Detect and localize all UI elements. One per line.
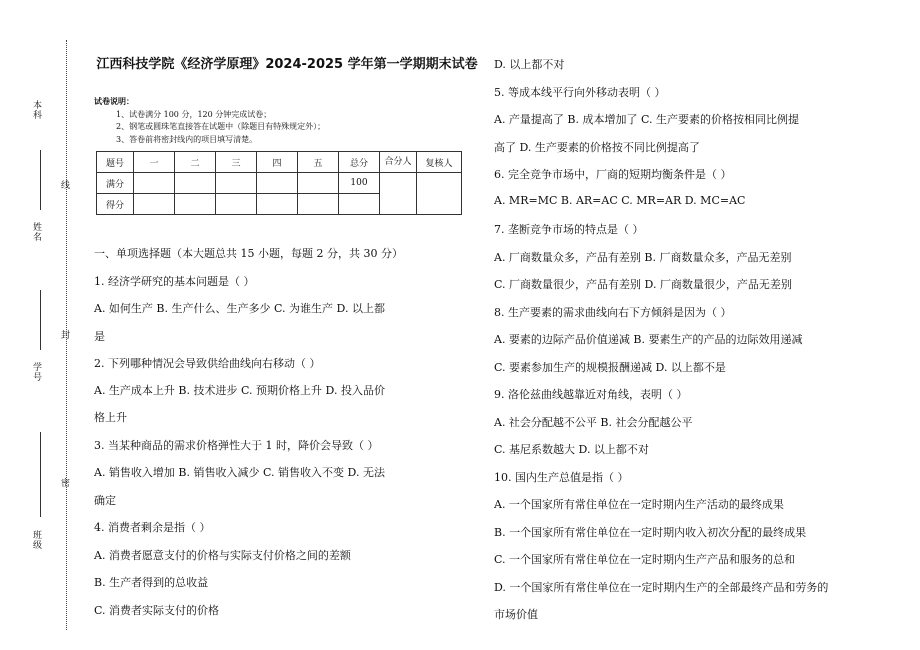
table-cell xyxy=(298,194,339,215)
question-line: 市场价值 xyxy=(494,608,538,621)
table-cell xyxy=(216,173,257,194)
table-cell: 合分人 xyxy=(380,152,417,173)
margin-label-feng: 封 xyxy=(59,330,69,340)
question-line: A. 厂商数量众多，产品有差别 B. 厂商数量众多，产品无差别 xyxy=(494,251,792,264)
question-line: A. 生产成本上升 B. 技术进步 C. 预期价格上升 D. 投入品价 xyxy=(94,384,385,397)
table-cell: 复核人 xyxy=(417,152,462,173)
exam-instructions xyxy=(94,96,325,146)
instruction-item: 3、答卷前将密封线内的项目填写清楚。 xyxy=(116,134,258,144)
question-line: C. 消费者实际支付的价格 xyxy=(94,604,220,617)
question-line: A. 社会分配越不公平 B. 社会分配越公平 xyxy=(494,416,693,429)
table-cell: 二 xyxy=(175,152,216,173)
table-cell: 总分 xyxy=(339,152,380,173)
question-line: C. 厂商数量很少，产品有差别 D. 厂商数量很少，产品无差别 xyxy=(494,278,792,291)
table-cell xyxy=(339,194,380,215)
question-line: 1. 经济学研究的基本问题是（ ） xyxy=(94,275,255,288)
instructions-heading: 试卷说明： xyxy=(94,97,134,106)
class-write-line xyxy=(40,432,41,517)
question-line: A. 一个国家所有常住单位在一定时期内生产活动的最终成果 xyxy=(494,498,784,511)
id-write-line xyxy=(40,290,41,350)
question-line: 9. 洛伦兹曲线越靠近对角线，表明（ ） xyxy=(494,388,688,401)
question-line: A. 如何生产 B. 生产什么、生产多少 C. 为谁生产 D. 以上都 xyxy=(94,302,385,315)
table-cell xyxy=(134,194,175,215)
question-line: A. 消费者愿意支付的价格与实际支付价格之间的差额 xyxy=(94,549,351,562)
table-cell: 满分 xyxy=(97,173,134,194)
score-table-header xyxy=(97,152,462,173)
question-line: A. 要素的边际产品价值递减 B. 要素生产的产品的边际效用递减 xyxy=(494,333,803,346)
question-line: 10. 国内生产总值是指（ ） xyxy=(494,471,629,484)
question-line: 8. 生产要素的需求曲线向右下方倾斜是因为（ ） xyxy=(494,306,732,319)
question-line: A. MR=MC B. AR=AC C. MR=AR D. MC=AC xyxy=(494,194,746,207)
score-table-row-full xyxy=(97,173,462,194)
exam-title: 江西科技学院《经济学原理》2024-2025 学年第一学期期末试卷 xyxy=(96,57,478,72)
table-cell: 得分 xyxy=(97,194,134,215)
question-line: C. 要素参加生产的规模报酬递减 D. 以上都不是 xyxy=(494,361,726,374)
question-line: 7. 垄断竞争市场的特点是（ ） xyxy=(494,223,644,236)
table-cell xyxy=(175,173,216,194)
table-cell xyxy=(298,173,339,194)
question-line: C. 一个国家所有常住单位在一定时期内生产产品和服务的总和 xyxy=(494,553,796,566)
table-cell: 一 xyxy=(134,152,175,173)
question-line: 格上升 xyxy=(94,411,127,424)
score-table xyxy=(96,151,462,215)
table-cell: 四 xyxy=(257,152,298,173)
question-line: 5. 等成本线平行向外移动表明（ ） xyxy=(494,86,666,99)
table-cell: 三 xyxy=(216,152,257,173)
name-write-line xyxy=(40,150,41,210)
table-cell: 五 xyxy=(298,152,339,173)
margin-label-xuehao: 学号 xyxy=(31,362,41,382)
table-cell xyxy=(257,194,298,215)
question-line: A. 产量提高了 B. 成本增加了 C. 生产要素的价格按相同比例提 xyxy=(494,113,800,126)
question-line: C. 基尼系数越大 D. 以上都不对 xyxy=(494,443,649,456)
margin-label-xian: 线 xyxy=(59,180,69,190)
margin-label-name: 姓名 xyxy=(31,222,41,242)
question-line: 2. 下列哪种情况会导致供给曲线向右移动（ ） xyxy=(94,357,321,370)
question-line: A. 销售收入增加 B. 销售收入减少 C. 销售收入不变 D. 无法 xyxy=(94,466,385,479)
table-cell xyxy=(175,194,216,215)
question-line: 3. 当某种商品的需求价格弹性大于 1 时，降价会导致（ ） xyxy=(94,439,379,452)
table-cell: 100 xyxy=(339,173,380,194)
question-line: B. 生产者得到的总收益 xyxy=(94,576,209,589)
question-line: D. 一个国家所有常住单位在一定时期内生产的全部最终产品和劳务的 xyxy=(494,581,829,594)
question-line: 4. 消费者剩余是指（ ） xyxy=(94,521,211,534)
table-cell-merged xyxy=(417,173,462,215)
question-line: B. 一个国家所有常住单位在一定时期内收入初次分配的最终成果 xyxy=(494,526,807,539)
margin-label-banji: 班级 xyxy=(31,530,41,550)
instruction-item: 1、试卷满分 100 分，120 分钟完成试卷； xyxy=(116,109,272,119)
question-line: 6. 完全竞争市场中，厂商的短期均衡条件是（ ） xyxy=(494,168,732,181)
table-cell xyxy=(216,194,257,215)
margin-label-mi: 密 xyxy=(59,478,69,488)
binding-margin xyxy=(0,0,82,650)
instruction-item: 2、钢笔或圆珠笔直接答在试题中（除题目有特殊规定外）； xyxy=(116,122,326,131)
question-line: 是 xyxy=(94,330,105,343)
question-line: 高了 D. 生产要素的价格按不同比例提高了 xyxy=(494,141,700,154)
question-line: D. 以上都不对 xyxy=(494,58,565,71)
table-cell-merged xyxy=(380,173,417,215)
question-line: 确定 xyxy=(94,494,116,507)
margin-label-benke: 本科 xyxy=(31,100,41,120)
section-heading: 一、单项选择题（本大题总共 15 小题，每题 2 分，共 30 分） xyxy=(94,247,403,260)
table-cell xyxy=(134,173,175,194)
table-cell xyxy=(257,173,298,194)
table-cell: 题号 xyxy=(97,152,134,173)
